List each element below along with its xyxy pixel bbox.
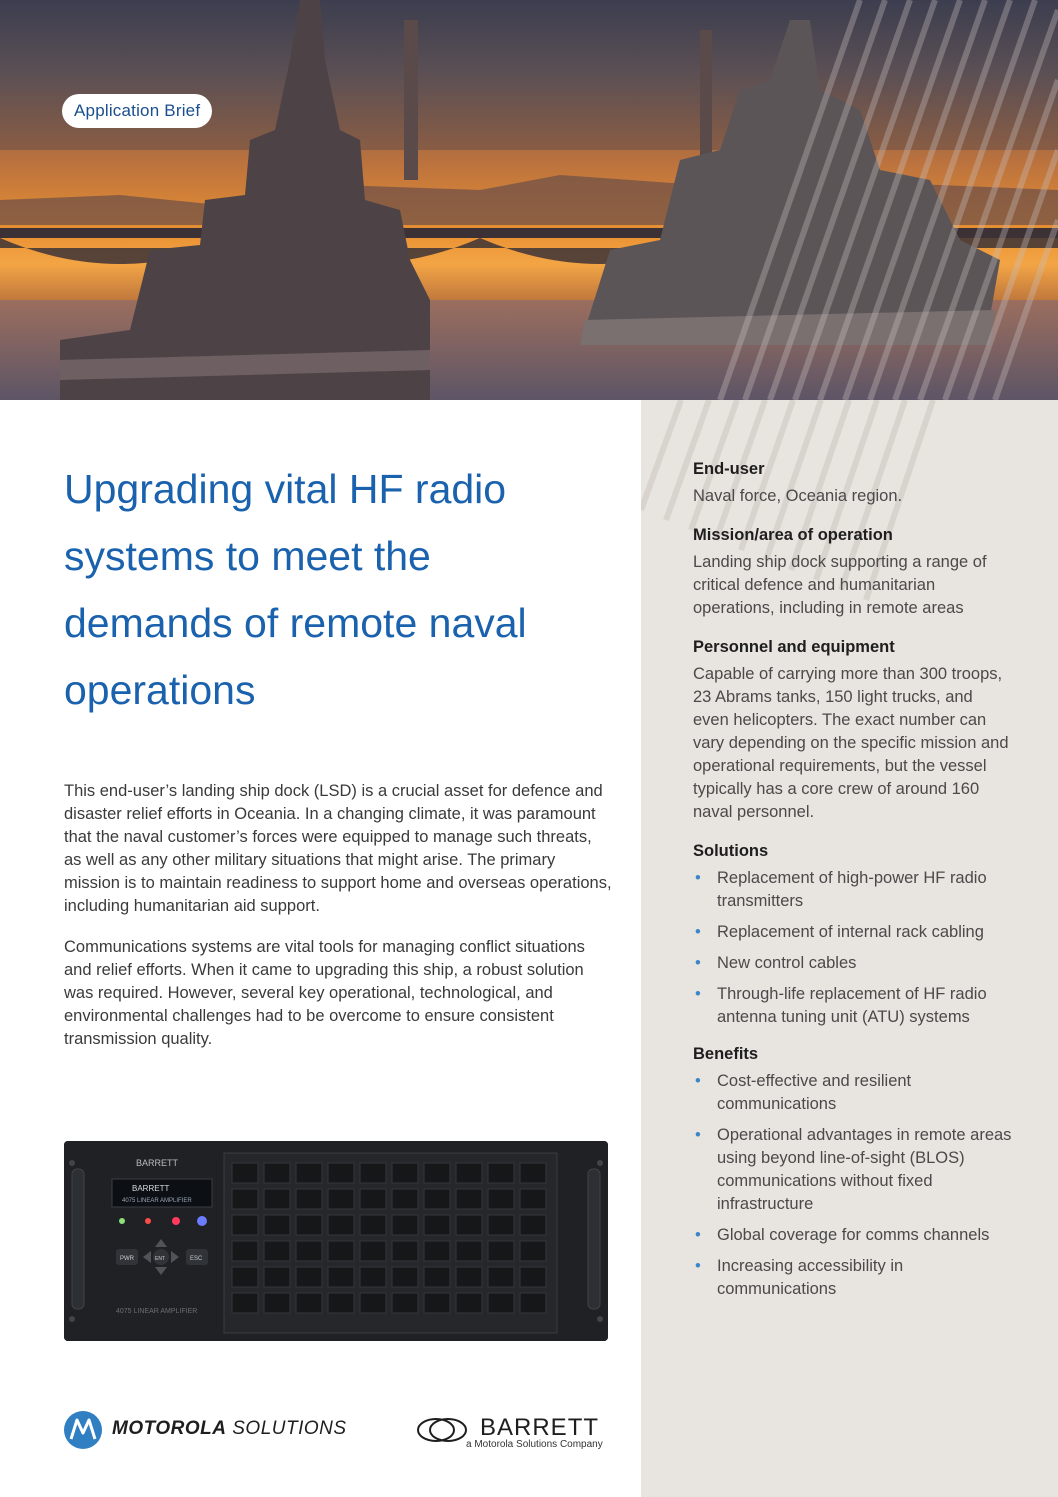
sidebar-content [693, 460, 1013, 1317]
list-item: • Operational advantages in remote areas using beyond line-of-sight (BLOS) communications without fixed infrastructure [695, 1126, 1012, 1213]
led-red-bright [172, 1217, 180, 1225]
end-user-heading: End-user [693, 460, 765, 478]
led-blue [197, 1216, 207, 1226]
barrett-subtitle: a Motorola Solutions Company [466, 1439, 603, 1450]
solutions-heading: Solutions [693, 842, 769, 860]
personnel-text: Capable of carrying more than 300 troops, 23 Abrams tanks, 150 light trucks, and even helicopters. The exact number can vary depending on the specific mission and operational requirements, but the vessel typically has a core crew of around 160 naval personnel. [693, 665, 1009, 821]
bullet-icon: • [695, 869, 701, 887]
application-brief-badge: Application Brief [62, 94, 212, 128]
list-item: • Replacement of high-power HF radio transmitters [695, 869, 987, 910]
footer-logos [64, 1408, 624, 1458]
motorola-solutions-wordmark: MOTOROLA SOLUTIONS [112, 1418, 347, 1439]
led-green [119, 1218, 125, 1224]
bullet-icon: • [695, 1226, 701, 1244]
end-user-text: Naval force, Oceania region. [693, 487, 903, 505]
list-item: • Cost-effective and resilient communications [695, 1072, 912, 1113]
mission-heading: Mission/area of operation [693, 526, 893, 544]
solutions-list [693, 867, 1013, 1029]
bullet-icon: • [695, 1257, 701, 1275]
benefits-list [693, 1070, 1013, 1301]
screen-text: 4075 LINEAR AMPLIFIER [122, 1198, 192, 1204]
bullet-icon: • [695, 954, 701, 972]
bullet-icon: • [695, 1072, 701, 1090]
sidebar-facts-panel [641, 400, 1058, 1497]
screen-brand: BARRETT [132, 1184, 170, 1193]
pwr-button-label: PWR [120, 1256, 134, 1262]
intro-paragraph: This end-user’s landing ship dock (LSD) is a crucial asset for defence and disaster relief efforts in Oceania. In a changing climate, it was paramount that the naval customer’s forces were equipped to manage such threats, as well as any other military situations that might arise. The primary mission is to maintain readiness to support home and overseas operations, including humanitarian aid support. [64, 782, 612, 915]
led-red [145, 1218, 151, 1224]
motorola-logo-icon [64, 1411, 102, 1449]
model-label: 4075 LINEAR AMPLIFIER [116, 1308, 198, 1315]
linear-amplifier-illustration [64, 1141, 608, 1341]
device-brand: BARRETT [136, 1158, 179, 1168]
bullet-icon: • [695, 985, 701, 1003]
list-item: • New control cables [693, 952, 1013, 975]
bullet-icon: • [695, 923, 701, 941]
communications-paragraph: Communications systems are vital tools for managing conflict situations and relief efforts. When it came to upgrading this ship, a robust solution was required. However, several key operational, technological, and environmental challenges had to be overcome to ensure consistent transmission quality. [64, 938, 585, 1048]
list-item: • Global coverage for comms channels [693, 1224, 1013, 1247]
list-item: • Through-life replacement of HF radio antenna tuning unit (ATU) systems [695, 985, 987, 1026]
personnel-heading: Personnel and equipment [693, 638, 895, 656]
naval-ships-sunset-illustration [0, 0, 1058, 400]
benefits-heading: Benefits [693, 1045, 759, 1063]
amplifier-product-image [64, 1141, 608, 1341]
esc-button-label: ESC [190, 1256, 203, 1262]
page-title: Upgrading vital HF radio systems to meet the demands of remote naval operations [64, 466, 527, 713]
barrett-wordmark: BARRETT [480, 1414, 600, 1441]
list-item: • Increasing accessibility in communications [695, 1257, 904, 1298]
ent-button-label: ENT [155, 1256, 165, 1262]
hero-image [0, 0, 1058, 400]
mission-text: Landing ship dock supporting a range of critical defence and humanitarian operations, including in remote areas [693, 553, 987, 617]
bullet-icon: • [695, 1126, 701, 1144]
list-item: • Replacement of internal rack cabling [693, 921, 1013, 944]
